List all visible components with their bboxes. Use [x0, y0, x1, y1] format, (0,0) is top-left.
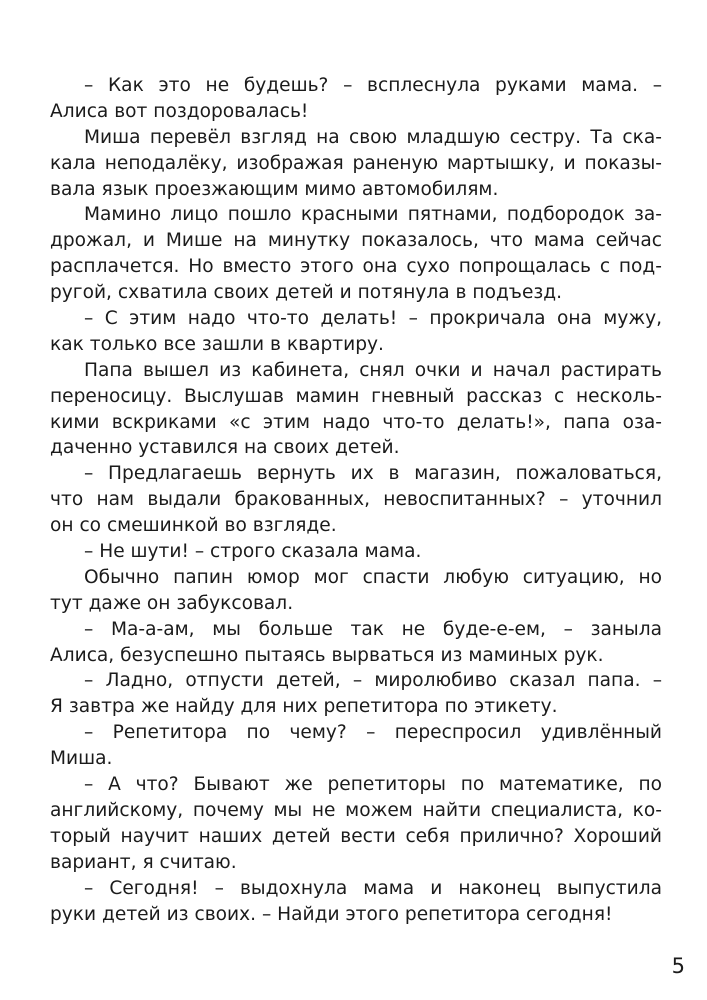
text-line: он со смешинкой во взгляде.: [50, 515, 337, 537]
text-line: переносицу. Выслушав мамин гневный рассказ с несколь-: [50, 385, 662, 407]
text-line: – С этим надо что-то делать! – прокричала она мужу,: [84, 308, 662, 330]
text-line: Мамино лицо пошло красными пятнами, подбородок за-: [84, 204, 662, 226]
paragraph: [50, 202, 662, 306]
text-line: даченно уставился на своих детей.: [50, 437, 400, 459]
text-line: – Ма-а-ам, мы больше так не буде-е-ем, – заныла: [84, 618, 662, 640]
body-text: [50, 73, 662, 927]
paragraph: [50, 720, 662, 772]
paragraph: [50, 565, 662, 617]
page-number: 5: [671, 954, 685, 978]
text-line: Миша.: [50, 748, 113, 770]
text-line: – Не шути! – строго сказала мама.: [84, 541, 422, 563]
text-line: – А что? Бывают же репетиторы по математике, по: [84, 774, 662, 796]
text-line: – Сегодня! – выдохнула мама и наконец выпустила: [84, 877, 662, 899]
paragraph: [50, 772, 662, 876]
paragraph: [50, 125, 662, 203]
text-line: расплачется. Но вместо этого она сухо попрощалась с под-: [50, 256, 662, 278]
text-line: Обычно папин юмор мог спасти любую ситуацию, но: [84, 566, 662, 588]
text-line: ругой, схватила своих детей и потянула в подъезд.: [50, 282, 563, 304]
text-line: кими вскриками «с этим надо что-то делать!», папа оза-: [50, 411, 662, 433]
text-line: что нам выдали бракованных, невоспитанных? – уточнил: [50, 489, 662, 511]
paragraph: [50, 461, 662, 539]
paragraph: [50, 73, 662, 125]
text-line: Миша перевёл взгляд на свою младшую сестру. Та ска-: [84, 126, 662, 148]
text-line: – Репетитора по чему? – переспросил удивлённый: [84, 722, 662, 744]
text-line: тут даже он забуксовал.: [50, 592, 294, 614]
text-line: руки детей из своих. – Найди этого репетитора сегодня!: [50, 903, 613, 925]
text-line: вариант, я считаю.: [50, 851, 237, 873]
text-line: – Предлагаешь вернуть их в магазин, пожаловаться,: [84, 463, 662, 485]
paragraph: [50, 306, 662, 358]
paragraph: [50, 617, 662, 669]
text-line: как только все зашли в квартиру.: [50, 333, 384, 355]
text-line: Папа вышел из кабинета, снял очки и начал растирать: [84, 359, 662, 381]
paragraph: [50, 358, 662, 462]
text-line: – Ладно, отпусти детей, – миролюбиво сказал папа. –: [84, 670, 662, 692]
text-line: английскому, почему мы не можем найти специалиста, ко-: [50, 799, 662, 821]
paragraph: [50, 539, 662, 565]
paragraph: [50, 876, 662, 928]
text-line: кала неподалёку, изображая раненую мартышку, и показы-: [50, 152, 662, 174]
paragraph: [50, 668, 662, 720]
text-line: вала язык проезжающим мимо автомобилям.: [50, 178, 499, 200]
text-line: – Как это не будешь? – всплеснула руками мама. –: [84, 75, 662, 96]
text-line: дрожал, и Мише на минутку показалось, что мама сейчас: [50, 230, 662, 252]
text-line: Я завтра же найду для них репетитора по этикету.: [50, 696, 558, 718]
text-line: торый научит наших детей вести себя прилично? Хороший: [50, 825, 662, 847]
text-line: Алиса вот поздоровалась!: [50, 100, 309, 122]
text-line: Алиса, безуспешно пытаясь вырваться из маминых рук.: [50, 644, 604, 666]
